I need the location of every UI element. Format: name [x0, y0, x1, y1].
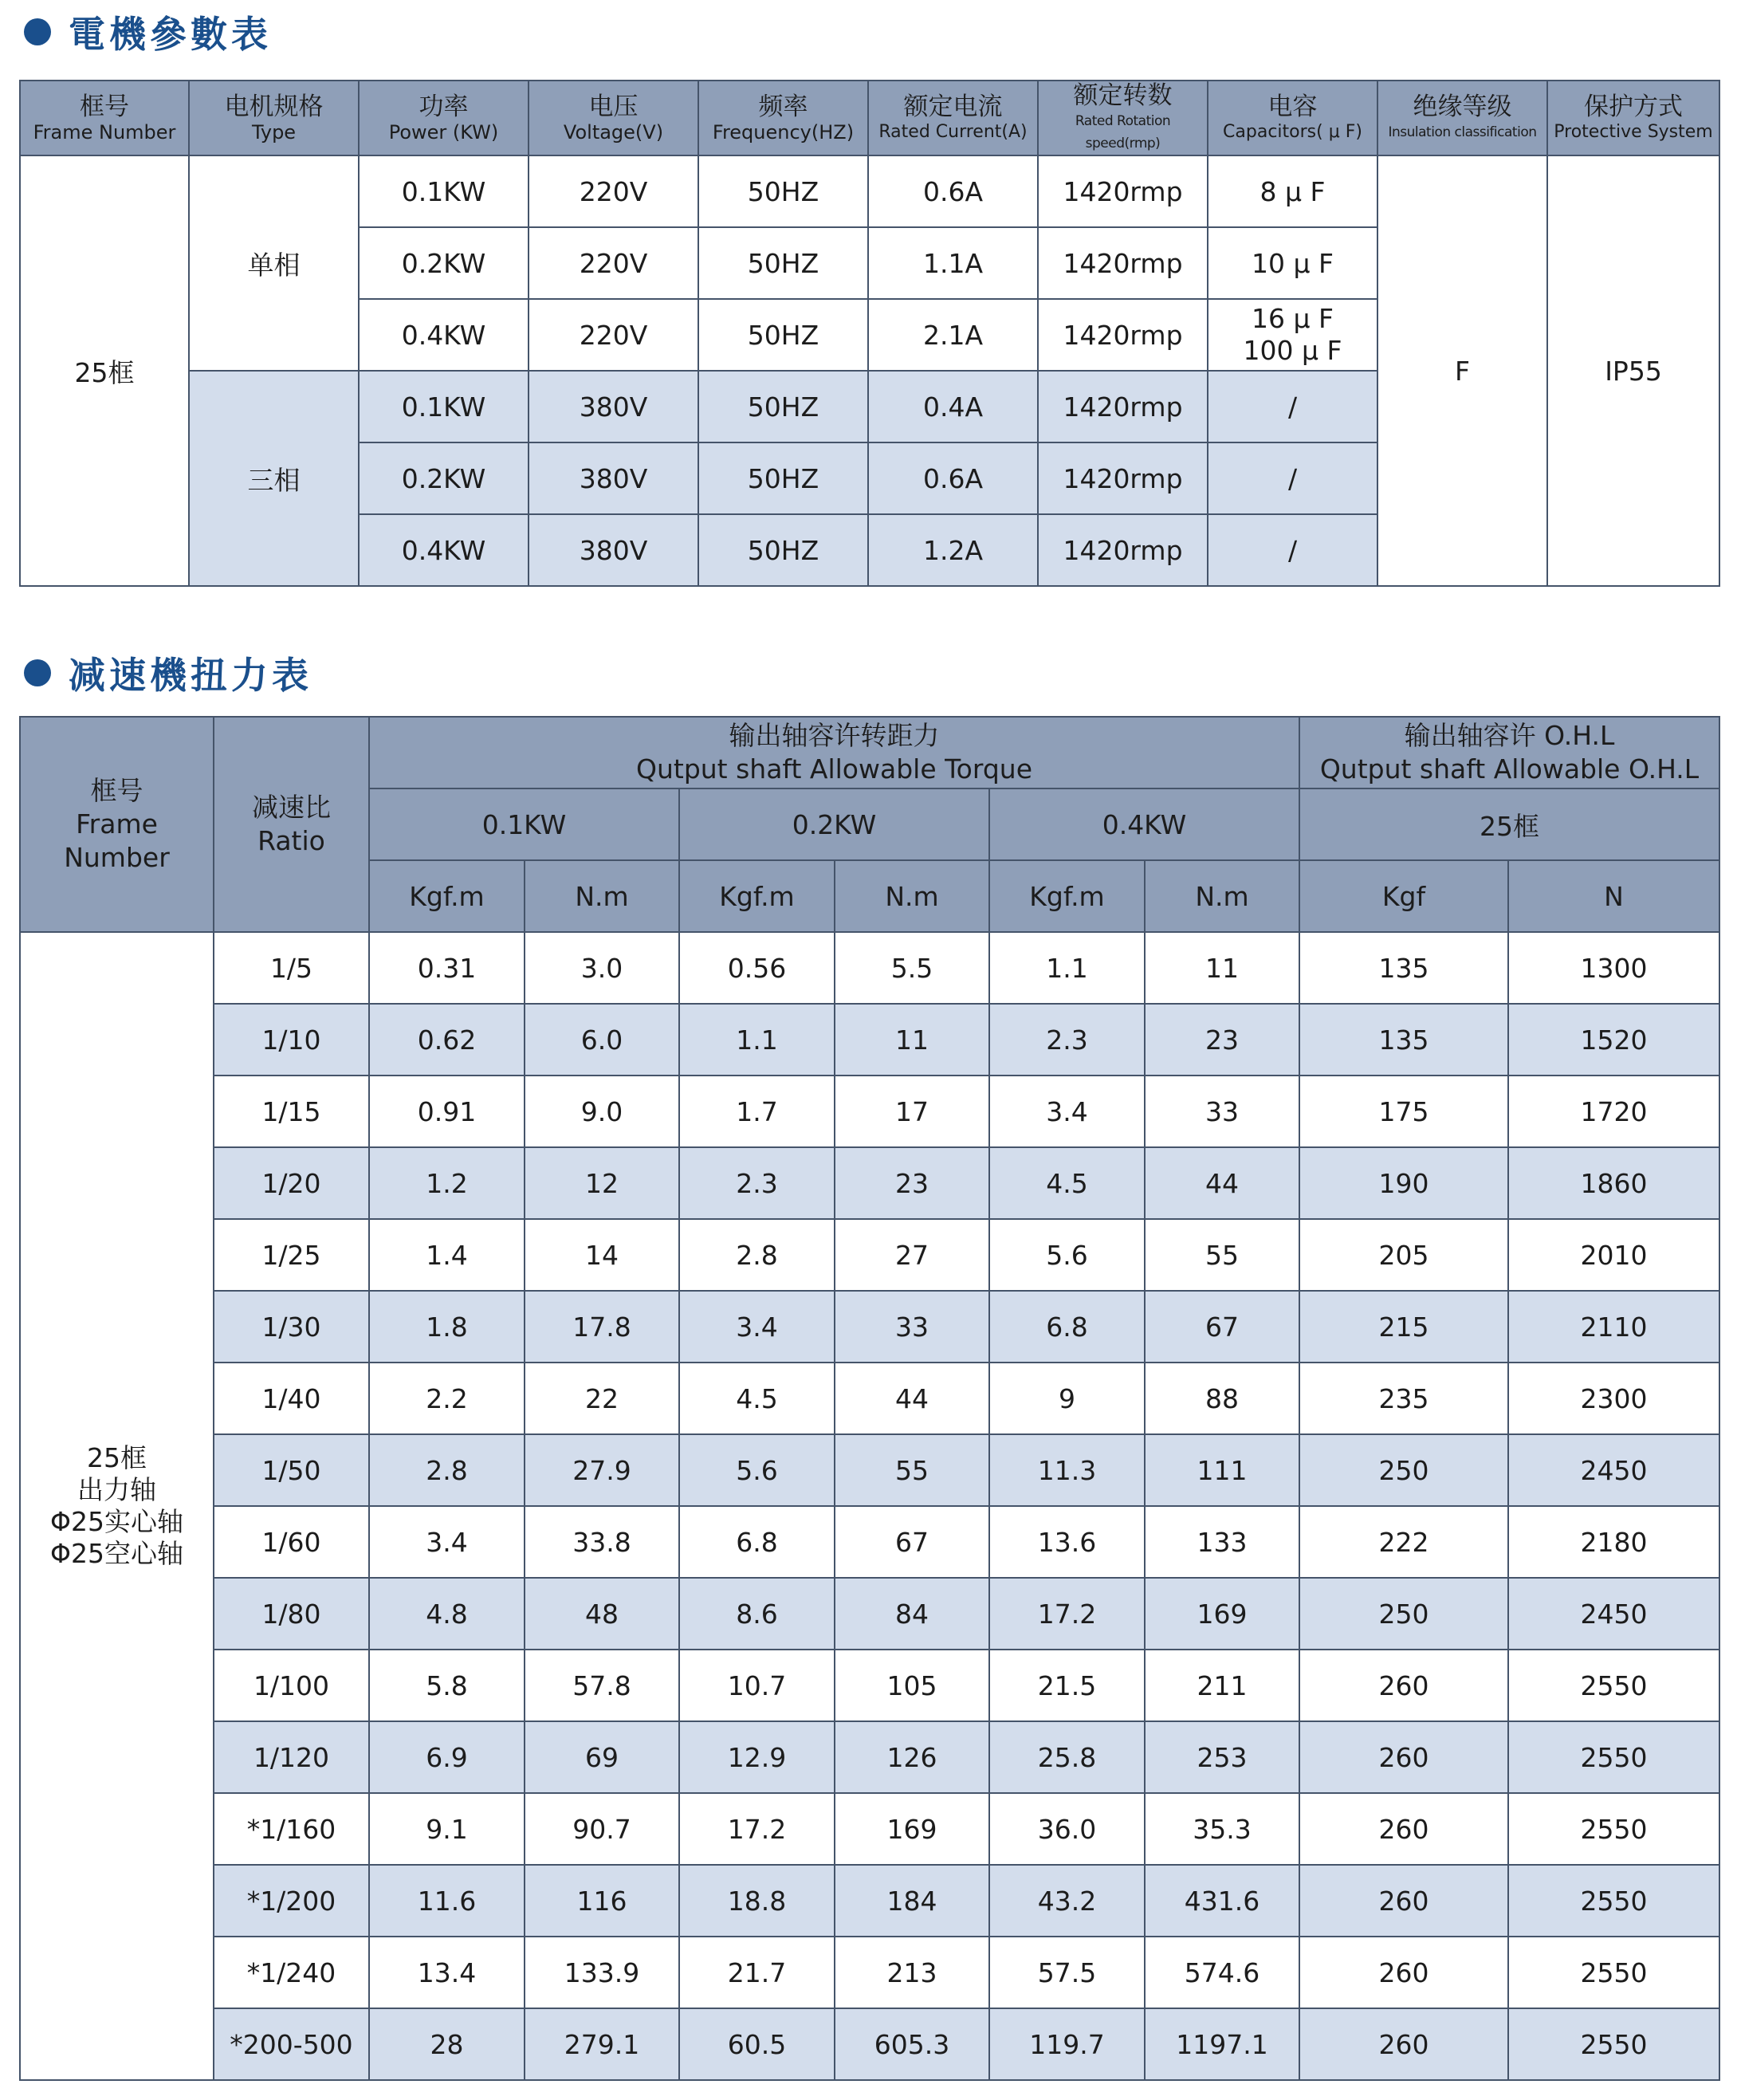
- voltage-cell: 220V: [529, 227, 698, 299]
- current-cell: 0.6A: [868, 442, 1038, 514]
- ohl-kgf-cell: 250: [1299, 1434, 1508, 1506]
- kgfm-0-1kw-cell: 0.31: [369, 932, 525, 1004]
- ratio-cell: 1/15: [214, 1076, 369, 1147]
- torque-row: [20, 1865, 1719, 1937]
- nm-0-1kw-cell: 6.0: [525, 1004, 679, 1076]
- speed-cell: 1420rmp: [1038, 442, 1208, 514]
- ratio-cell: *1/200: [214, 1865, 369, 1937]
- power-cell: 0.2KW: [359, 442, 529, 514]
- nm-0-1kw-cell: 48: [525, 1578, 679, 1650]
- ohl-kgf-cell: 260: [1299, 1865, 1508, 1937]
- ohl-kgf-cell: 260: [1299, 2008, 1508, 2080]
- nm-0-4kw-cell: 431.6: [1145, 1865, 1299, 1937]
- ohl-kgf-cell: 260: [1299, 1937, 1508, 2008]
- nm-0-4kw-cell: 11: [1145, 932, 1299, 1004]
- ohl-kgf-cell: 205: [1299, 1219, 1508, 1291]
- frequency-cell: 50HZ: [698, 155, 868, 227]
- voltage-cell: 220V: [529, 155, 698, 227]
- kgfm-0-2kw-cell: 60.5: [679, 2008, 835, 2080]
- nm-0-4kw-cell: 1197.1: [1145, 2008, 1299, 2080]
- nm-0-2kw-cell: 17: [835, 1076, 989, 1147]
- speed-cell: 1420rmp: [1038, 227, 1208, 299]
- ratio-cell: *1/160: [214, 1793, 369, 1865]
- header-rated-speed: [1038, 81, 1208, 155]
- capacitor-cell: /: [1208, 371, 1377, 442]
- kgfm-0-1kw-cell: 9.1: [369, 1793, 525, 1865]
- motor-section-title: [24, 6, 272, 57]
- frequency-cell: 50HZ: [698, 299, 868, 371]
- frame-label-line: 25框: [87, 1442, 147, 1473]
- kgfm-0-4kw-cell: 2.3: [989, 1004, 1145, 1076]
- nm-0-4kw-cell: 23: [1145, 1004, 1299, 1076]
- nm-0-1kw-cell: 90.7: [525, 1793, 679, 1865]
- kgfm-0-1kw-cell: 1.4: [369, 1219, 525, 1291]
- nm-0-4kw-cell: 111: [1145, 1434, 1299, 1506]
- nm-0-2kw-cell: 5.5: [835, 932, 989, 1004]
- kgfm-0-1kw-cell: 3.4: [369, 1506, 525, 1578]
- torque-row: [20, 1578, 1719, 1650]
- header-en: Rated Rotation speed(rmp): [1075, 113, 1171, 151]
- ohl-kgf-cell: 260: [1299, 1650, 1508, 1721]
- nm-0-1kw-cell: 3.0: [525, 932, 679, 1004]
- torque-row: [20, 1434, 1719, 1506]
- torque-row: [20, 1291, 1719, 1363]
- nm-0-2kw-cell: 84: [835, 1578, 989, 1650]
- nm-0-4kw-cell: 133: [1145, 1506, 1299, 1578]
- motor-parameter-table: [19, 80, 1720, 587]
- header-line: Qutput shaft Allowable Torque: [635, 753, 1033, 785]
- bullet-dot-icon: [24, 659, 51, 686]
- nm-0-2kw-cell: 184: [835, 1865, 989, 1937]
- bullet-dot-icon: [24, 18, 51, 45]
- header-power-0-2kw: 0.2KW: [679, 788, 989, 860]
- kgfm-0-2kw-cell: 12.9: [679, 1721, 835, 1793]
- speed-cell: 1420rmp: [1038, 155, 1208, 227]
- header-unit: Kgf.m: [369, 860, 525, 932]
- torque-row: [20, 1937, 1719, 2008]
- speed-cell: 1420rmp: [1038, 514, 1208, 586]
- insulation-cell: F: [1377, 155, 1547, 586]
- nm-0-1kw-cell: 12: [525, 1147, 679, 1219]
- kgfm-0-2kw-cell: 5.6: [679, 1434, 835, 1506]
- frame-label-line: 出力轴: [77, 1474, 156, 1505]
- torque-row: [20, 1363, 1719, 1434]
- kgfm-0-2kw-cell: 1.1: [679, 1004, 835, 1076]
- ratio-cell: 1/50: [214, 1434, 369, 1506]
- ohl-n-cell: 2550: [1508, 1721, 1719, 1793]
- torque-row: [20, 1076, 1719, 1147]
- power-cell: 0.2KW: [359, 227, 529, 299]
- torque-row: [20, 1721, 1719, 1793]
- ratio-cell: 1/20: [214, 1147, 369, 1219]
- kgfm-0-4kw-cell: 17.2: [989, 1578, 1145, 1650]
- nm-0-2kw-cell: 105: [835, 1650, 989, 1721]
- power-cell: 0.1KW: [359, 371, 529, 442]
- current-cell: 2.1A: [868, 299, 1038, 371]
- torque-table: [19, 716, 1720, 2081]
- motor-header-row: [20, 81, 1719, 155]
- kgfm-0-4kw-cell: 57.5: [989, 1937, 1145, 2008]
- voltage-cell: 380V: [529, 514, 698, 586]
- header-en: Insulation classification: [1388, 124, 1537, 140]
- header-frame-number: [20, 81, 189, 155]
- kgfm-0-4kw-cell: 4.5: [989, 1147, 1145, 1219]
- kgfm-0-4kw-cell: 43.2: [989, 1865, 1145, 1937]
- kgfm-0-4kw-cell: 1.1: [989, 932, 1145, 1004]
- header-cn: 框号: [80, 92, 129, 121]
- nm-0-4kw-cell: 44: [1145, 1147, 1299, 1219]
- header-power-0-4kw: 0.4KW: [989, 788, 1299, 860]
- kgfm-0-1kw-cell: 11.6: [369, 1865, 525, 1937]
- nm-0-2kw-cell: 605.3: [835, 2008, 989, 2080]
- ohl-kgf-cell: 235: [1299, 1363, 1508, 1434]
- nm-0-1kw-cell: 9.0: [525, 1076, 679, 1147]
- capacitor-cell: 10 μ F: [1208, 227, 1377, 299]
- nm-0-4kw-cell: 88: [1145, 1363, 1299, 1434]
- torque-body: [20, 932, 1719, 2080]
- frequency-cell: 50HZ: [698, 514, 868, 586]
- frequency-cell: 50HZ: [698, 442, 868, 514]
- speed-cell: 1420rmp: [1038, 371, 1208, 442]
- kgfm-0-2kw-cell: 2.3: [679, 1147, 835, 1219]
- nm-0-2kw-cell: 126: [835, 1721, 989, 1793]
- nm-0-4kw-cell: 253: [1145, 1721, 1299, 1793]
- nm-0-4kw-cell: 169: [1145, 1578, 1299, 1650]
- kgfm-0-4kw-cell: 25.8: [989, 1721, 1145, 1793]
- kgfm-0-1kw-cell: 0.91: [369, 1076, 525, 1147]
- torque-row: [20, 932, 1719, 1004]
- kgfm-0-2kw-cell: 3.4: [679, 1291, 835, 1363]
- header-cn: 绝缘等级: [1413, 92, 1512, 121]
- power-cell: 0.4KW: [359, 299, 529, 371]
- header-line: Ratio: [257, 825, 325, 856]
- header-ratio: [214, 717, 369, 932]
- three-phase-cell: 三相: [189, 371, 359, 586]
- ohl-kgf-cell: 260: [1299, 1721, 1508, 1793]
- header-ohl: [1299, 717, 1719, 788]
- kgfm-0-2kw-cell: 10.7: [679, 1650, 835, 1721]
- speed-cell: 1420rmp: [1038, 299, 1208, 371]
- capacitor-cell: /: [1208, 442, 1377, 514]
- header-line: 减速比: [252, 792, 331, 823]
- header-rated-current: [868, 81, 1038, 155]
- header-en: Rated Current(A): [878, 122, 1028, 142]
- nm-0-1kw-cell: 279.1: [525, 2008, 679, 2080]
- kgfm-0-4kw-cell: 9: [989, 1363, 1145, 1434]
- nm-0-1kw-cell: 17.8: [525, 1291, 679, 1363]
- nm-0-2kw-cell: 213: [835, 1937, 989, 2008]
- nm-0-2kw-cell: 23: [835, 1147, 989, 1219]
- nm-0-1kw-cell: 33.8: [525, 1506, 679, 1578]
- ohl-kgf-cell: 135: [1299, 932, 1508, 1004]
- frame-cell: 25框: [20, 155, 189, 586]
- kgfm-0-1kw-cell: 28: [369, 2008, 525, 2080]
- header-en: Power (KW): [388, 121, 499, 144]
- ratio-cell: 1/100: [214, 1650, 369, 1721]
- kgfm-0-1kw-cell: 4.8: [369, 1578, 525, 1650]
- single-phase-cell: 单相: [189, 155, 359, 371]
- header-en: Protective System: [1554, 122, 1713, 142]
- capacitor-value: 16 μ F: [1252, 303, 1334, 334]
- power-cell: 0.1KW: [359, 155, 529, 227]
- header-cn: 额定转数: [1073, 81, 1173, 110]
- header-power-0-1kw: 0.1KW: [369, 788, 679, 860]
- ohl-n-cell: 2300: [1508, 1363, 1719, 1434]
- ratio-cell: 1/40: [214, 1363, 369, 1434]
- ohl-kgf-cell: 135: [1299, 1004, 1508, 1076]
- nm-0-2kw-cell: 44: [835, 1363, 989, 1434]
- ratio-cell: 1/80: [214, 1578, 369, 1650]
- header-insulation: [1377, 81, 1547, 155]
- header-unit: N.m: [1145, 860, 1299, 932]
- kgfm-0-1kw-cell: 2.8: [369, 1434, 525, 1506]
- kgfm-0-4kw-cell: 5.6: [989, 1219, 1145, 1291]
- ratio-cell: 1/25: [214, 1219, 369, 1291]
- header-unit: Kgf.m: [679, 860, 835, 932]
- nm-0-4kw-cell: 55: [1145, 1219, 1299, 1291]
- kgfm-0-4kw-cell: 13.6: [989, 1506, 1145, 1578]
- kgfm-0-1kw-cell: 13.4: [369, 1937, 525, 2008]
- header-cn: 额定电流: [903, 92, 1003, 121]
- nm-0-4kw-cell: 33: [1145, 1076, 1299, 1147]
- voltage-cell: 220V: [529, 299, 698, 371]
- torque-row: [20, 1650, 1719, 1721]
- ratio-cell: 1/60: [214, 1506, 369, 1578]
- frame-label-cell: [20, 932, 214, 2080]
- header-cn: 电机规格: [224, 92, 324, 121]
- ratio-cell: 1/120: [214, 1721, 369, 1793]
- header-unit: N.m: [835, 860, 989, 932]
- kgfm-0-1kw-cell: 2.2: [369, 1363, 525, 1434]
- ohl-n-cell: 2550: [1508, 1937, 1719, 2008]
- ohl-n-cell: 1860: [1508, 1147, 1719, 1219]
- nm-0-1kw-cell: 116: [525, 1865, 679, 1937]
- kgfm-0-1kw-cell: 6.9: [369, 1721, 525, 1793]
- nm-0-4kw-cell: 35.3: [1145, 1793, 1299, 1865]
- kgfm-0-2kw-cell: 17.2: [679, 1793, 835, 1865]
- kgfm-0-2kw-cell: 4.5: [679, 1363, 835, 1434]
- nm-0-1kw-cell: 57.8: [525, 1650, 679, 1721]
- ohl-n-cell: 2550: [1508, 1793, 1719, 1865]
- kgfm-0-1kw-cell: 0.62: [369, 1004, 525, 1076]
- torque-header-row-1: [20, 717, 1719, 788]
- nm-0-2kw-cell: 33: [835, 1291, 989, 1363]
- nm-0-1kw-cell: 22: [525, 1363, 679, 1434]
- header-line: 框号: [90, 775, 143, 806]
- current-cell: 0.6A: [868, 155, 1038, 227]
- ohl-kgf-cell: 260: [1299, 1793, 1508, 1865]
- nm-0-1kw-cell: 133.9: [525, 1937, 679, 2008]
- ohl-n-cell: 2180: [1508, 1506, 1719, 1578]
- header-cn: 保护方式: [1584, 92, 1683, 121]
- nm-0-2kw-cell: 55: [835, 1434, 989, 1506]
- nm-0-4kw-cell: 211: [1145, 1650, 1299, 1721]
- motor-section-title-text: 電機參數表: [69, 13, 272, 56]
- nm-0-2kw-cell: 11: [835, 1004, 989, 1076]
- header-en: Type: [251, 121, 297, 144]
- nm-0-2kw-cell: 67: [835, 1506, 989, 1578]
- ratio-cell: 1/30: [214, 1291, 369, 1363]
- frequency-cell: 50HZ: [698, 227, 868, 299]
- frequency-cell: 50HZ: [698, 371, 868, 442]
- power-cell: 0.4KW: [359, 514, 529, 586]
- kgfm-0-1kw-cell: 1.2: [369, 1147, 525, 1219]
- ohl-n-cell: 2550: [1508, 1865, 1719, 1937]
- header-en: Frame Number: [33, 121, 176, 144]
- kgfm-0-1kw-cell: 1.8: [369, 1291, 525, 1363]
- kgfm-0-2kw-cell: 2.8: [679, 1219, 835, 1291]
- voltage-cell: 380V: [529, 442, 698, 514]
- header-line: 输出轴容许转距力: [729, 720, 940, 751]
- header-type: [189, 81, 359, 155]
- kgfm-0-2kw-cell: 0.56: [679, 932, 835, 1004]
- torque-row: [20, 1147, 1719, 1219]
- header-line: Number: [64, 842, 170, 873]
- capacitor-cell: 8 μ F: [1208, 155, 1377, 227]
- ratio-cell: 1/5: [214, 932, 369, 1004]
- kgfm-0-2kw-cell: 18.8: [679, 1865, 835, 1937]
- frame-label-line: Φ25空心轴: [50, 1538, 183, 1569]
- torque-row: [20, 1506, 1719, 1578]
- header-unit: Kgf: [1299, 860, 1508, 932]
- ohl-n-cell: 2550: [1508, 1650, 1719, 1721]
- ratio-cell: *200-500: [214, 2008, 369, 2080]
- current-cell: 0.4A: [868, 371, 1038, 442]
- capacitor-value: 100 μ F: [1243, 335, 1342, 366]
- kgfm-0-2kw-cell: 21.7: [679, 1937, 835, 2008]
- header-en: Capacitors( μ F): [1223, 122, 1362, 142]
- ohl-n-cell: 2110: [1508, 1291, 1719, 1363]
- nm-0-4kw-cell: 67: [1145, 1291, 1299, 1363]
- nm-0-1kw-cell: 69: [525, 1721, 679, 1793]
- kgfm-0-2kw-cell: 8.6: [679, 1578, 835, 1650]
- protection-cell: IP55: [1547, 155, 1719, 586]
- ohl-kgf-cell: 175: [1299, 1076, 1508, 1147]
- nm-0-2kw-cell: 169: [835, 1793, 989, 1865]
- kgfm-0-2kw-cell: 1.7: [679, 1076, 835, 1147]
- ohl-kgf-cell: 215: [1299, 1291, 1508, 1363]
- header-line: 输出轴容许 O.H.L: [1404, 720, 1615, 751]
- nm-0-2kw-cell: 27: [835, 1219, 989, 1291]
- kgfm-0-1kw-cell: 5.8: [369, 1650, 525, 1721]
- header-protection: [1547, 81, 1719, 155]
- current-cell: 1.1A: [868, 227, 1038, 299]
- header-frequency: [698, 81, 868, 155]
- header-ohl-frame: 25框: [1299, 788, 1719, 860]
- torque-section-title-text: 减速機扭力表: [69, 654, 312, 697]
- ohl-kgf-cell: 190: [1299, 1147, 1508, 1219]
- capacitor-cell: /: [1208, 514, 1377, 586]
- ohl-n-cell: 1720: [1508, 1076, 1719, 1147]
- header-en: Voltage(V): [563, 121, 664, 144]
- header-capacitors: [1208, 81, 1377, 155]
- frame-label-line: Φ25实心轴: [50, 1506, 183, 1537]
- header-en: Frequency(HZ): [712, 121, 855, 144]
- ohl-kgf-cell: 250: [1299, 1578, 1508, 1650]
- kgfm-0-4kw-cell: 3.4: [989, 1076, 1145, 1147]
- ohl-n-cell: 2550: [1508, 2008, 1719, 2080]
- ohl-kgf-cell: 222: [1299, 1506, 1508, 1578]
- header-frame-number: [20, 717, 214, 932]
- capacitor-cell: [1208, 299, 1377, 371]
- ohl-n-cell: 2010: [1508, 1219, 1719, 1291]
- header-power: [359, 81, 529, 155]
- kgfm-0-4kw-cell: 6.8: [989, 1291, 1145, 1363]
- kgfm-0-4kw-cell: 11.3: [989, 1434, 1145, 1506]
- ohl-n-cell: 2450: [1508, 1434, 1719, 1506]
- motor-row: [20, 155, 1719, 227]
- header-unit: Kgf.m: [989, 860, 1145, 932]
- kgfm-0-4kw-cell: 21.5: [989, 1650, 1145, 1721]
- torque-row: [20, 1219, 1719, 1291]
- header-line: Frame: [76, 808, 158, 840]
- header-unit: N.m: [525, 860, 679, 932]
- header-cn: 频率: [758, 92, 808, 121]
- current-cell: 1.2A: [868, 514, 1038, 586]
- torque-row: [20, 2008, 1719, 2080]
- header-line: Qutput shaft Allowable O.H.L: [1319, 753, 1700, 785]
- nm-0-4kw-cell: 574.6: [1145, 1937, 1299, 2008]
- header-cn: 电容: [1267, 92, 1318, 121]
- ratio-cell: *1/240: [214, 1937, 369, 2008]
- kgfm-0-4kw-cell: 119.7: [989, 2008, 1145, 2080]
- nm-0-1kw-cell: 27.9: [525, 1434, 679, 1506]
- header-cn: 功率: [419, 92, 469, 121]
- ohl-n-cell: 1300: [1508, 932, 1719, 1004]
- torque-row: [20, 1004, 1719, 1076]
- torque-section-title: [24, 647, 312, 698]
- header-voltage: [529, 81, 698, 155]
- voltage-cell: 380V: [529, 371, 698, 442]
- header-torque: [369, 717, 1299, 788]
- kgfm-0-2kw-cell: 6.8: [679, 1506, 835, 1578]
- header-cn: 电压: [588, 92, 639, 121]
- ohl-n-cell: 1520: [1508, 1004, 1719, 1076]
- kgfm-0-4kw-cell: 36.0: [989, 1793, 1145, 1865]
- nm-0-1kw-cell: 14: [525, 1219, 679, 1291]
- ohl-n-cell: 2450: [1508, 1578, 1719, 1650]
- torque-row: [20, 1793, 1719, 1865]
- header-unit: N: [1508, 860, 1719, 932]
- ratio-cell: 1/10: [214, 1004, 369, 1076]
